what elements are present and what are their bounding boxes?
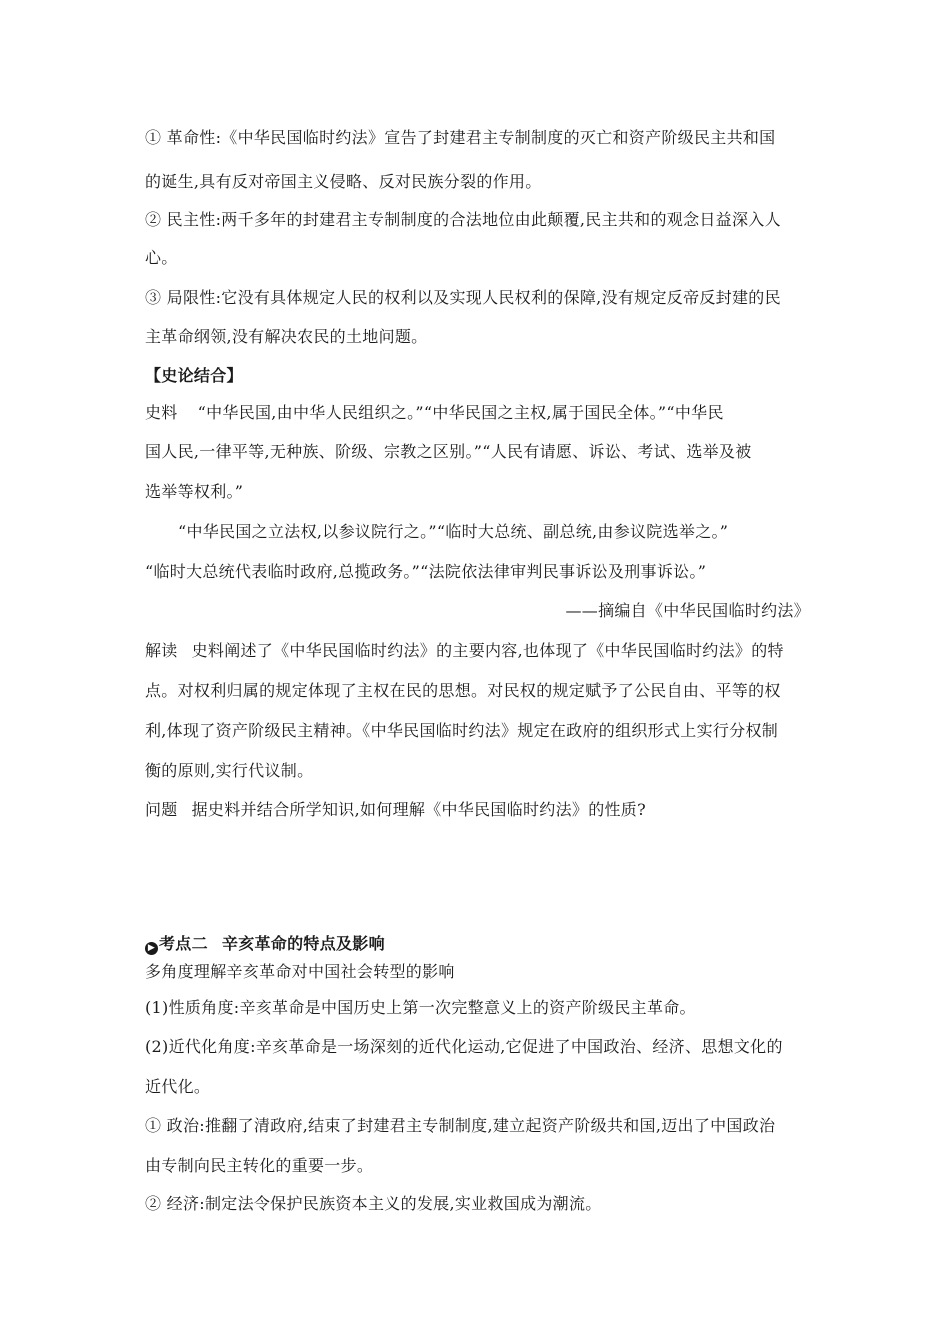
question-text: 据史料并结合所学知识,如何理解《中华民国临时约法》的性质?: [191, 800, 646, 819]
topic-subtitle: 多角度理解辛亥革命对中国社会转型的影响: [145, 962, 455, 981]
interpretation-text: 史料阐述了《中华民国临时约法》的主要内容,也体现了《中华民国临时约法》的特: [191, 641, 784, 660]
topic-heading: [145, 934, 810, 954]
source-text: “中华民国,由中华人民组织之。”“中华民国之主权,属于国民全体。”“中华民: [197, 403, 724, 422]
section-heading: 【史论结合】: [145, 366, 243, 385]
text-line: 由专制向民主转化的重要一步。: [145, 1156, 374, 1175]
question-label: 问题: [145, 800, 178, 819]
source-line: [145, 403, 810, 423]
text-line: “中华民国之立法权,以参议院行之。”“临时大总统、副总统,由参议院选举之。”: [178, 522, 729, 541]
text-line: 选举等权利。”: [145, 482, 244, 501]
text-line: 利,体现了资产阶级民主精神。《中华民国临时约法》规定在政府的组织形式上实行分权制: [145, 721, 779, 740]
text-line: (1)性质角度:辛亥革命是中国历史上第一次完整意义上的资产阶级民主革命。: [145, 998, 696, 1017]
text-line: 主革命纲领,没有解决农民的土地问题。: [145, 327, 428, 346]
text-line: 国人民,一律平等,无种族、阶级、宗教之区别。”“人民有请愿、诉讼、考试、选举及被: [145, 442, 752, 461]
question-line: [145, 800, 810, 820]
text-line: ③ 局限性:它没有具体规定人民的权利以及实现人民权利的保障,没有规定反帝反封建的民: [145, 288, 781, 307]
text-line: 衡的原则,实行代议制。: [145, 761, 314, 780]
text-line: 的诞生,具有反对帝国主义侵略、反对民族分裂的作用。: [145, 172, 542, 191]
source-label: 史料: [145, 403, 178, 422]
topic-label: 考点二: [159, 934, 208, 953]
text-line: ① 革命性:《中华民国临时约法》宣告了封建君主专制制度的灭亡和资产阶级民主共和国: [145, 128, 776, 147]
topic-title: 辛亥革命的特点及影响: [221, 934, 385, 953]
text-line: 心。: [145, 248, 178, 267]
text-line: 点。对权利归属的规定体现了主权在民的思想。对民权的规定赋予了公民自由、平等的权: [145, 681, 781, 700]
interpretation-line: [145, 641, 810, 661]
text-line: ② 经济:制定法令保护民族资本主义的发展,实业救国成为潮流。: [145, 1194, 602, 1213]
source-citation: ——摘编自《中华民国临时约法》: [565, 601, 810, 620]
text-line: ② 民主性:两千多年的封建君主专制制度的合法地位由此颠覆,民主共和的观念日益深入人: [145, 210, 781, 229]
text-line: 近代化。: [145, 1077, 211, 1096]
text-line: (2)近代化角度:辛亥革命是一场深刻的近代化运动,它促进了中国政治、经济、思想文化的: [145, 1037, 783, 1056]
text-line: ① 政治:推翻了清政府,结束了封建君主专制制度,建立起资产阶级共和国,迈出了中国政治: [145, 1116, 776, 1135]
interpretation-label: 解读: [145, 641, 178, 660]
text-line: “临时大总统代表临时政府,总揽政务。”“法院依法律审判民事诉讼及刑事诉讼。”: [145, 562, 707, 581]
play-marker-icon: ▶: [145, 942, 158, 955]
